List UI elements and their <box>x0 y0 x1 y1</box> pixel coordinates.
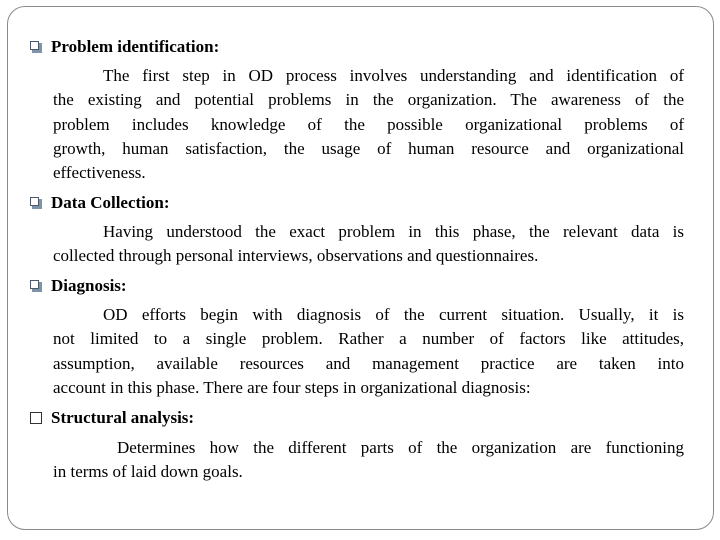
text-line: problem includes knowledge of the possible organizational problems of <box>53 114 684 134</box>
box-bullet-icon <box>30 412 42 424</box>
paragraph-problem-identification <box>53 64 684 185</box>
text-line: in terms of laid down goals. <box>53 462 243 482</box>
heading-text: Problem identification: <box>51 37 220 56</box>
paragraph-structural-analysis <box>53 436 684 485</box>
heading-diagnosis <box>30 276 127 296</box>
text-line: collected through personal interviews, observations and questionnaires. <box>53 246 539 266</box>
q-bullet-icon <box>30 41 42 53</box>
heading-text: Diagnosis: <box>51 276 127 295</box>
text-line: effectiveness. <box>53 163 146 183</box>
text-line: Determines how the different parts of the organization are functioning <box>117 438 684 457</box>
text-line: account in this phase. There are four steps in organizational diagnosis: <box>53 377 531 397</box>
text-line: OD efforts begin with diagnosis of the current situation. Usually, it is <box>103 305 684 324</box>
heading-text: Data Collection: <box>51 193 170 212</box>
text-line: assumption, available resources and management practice are taken into <box>53 353 684 373</box>
text-line: not limited to a single problem. Rather a number of factors like attitudes, <box>53 329 684 349</box>
heading-data-collection <box>30 193 170 213</box>
paragraph-diagnosis <box>53 303 684 400</box>
heading-problem-identification <box>30 37 219 57</box>
text-line: Having understood the exact problem in this phase, the relevant data is <box>103 222 684 241</box>
text-line: growth, human satisfaction, the usage of human resource and organizational <box>53 138 684 158</box>
heading-text: Structural analysis: <box>51 408 195 427</box>
text-line: The first step in OD process involves understanding and identification of <box>103 66 684 85</box>
paragraph-data-collection <box>53 220 684 269</box>
heading-structural-analysis <box>30 408 194 428</box>
q-bullet-icon <box>30 197 42 209</box>
text-line: the existing and potential problems in the organization. The awareness of the <box>53 90 684 110</box>
q-bullet-icon <box>30 280 42 292</box>
